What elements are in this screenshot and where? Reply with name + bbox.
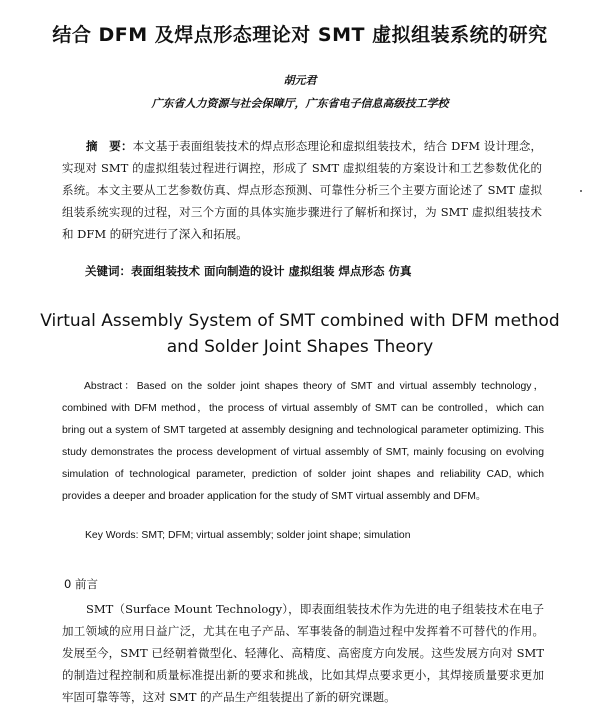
abstract-en: Abstract：Based on the solder joint shapes theory of SMT and virtual assembly technology，combined with DFM method，the process of virtual assembly of SMT can be controlled，which can bring out a system of SMT targeted at assembly designing and technological parameter optimizing. This study demonstrates the process development of virtual assembly of SMT, mainly focusing on evolving simulation of technological parameter, prediction of solder joint shapes and reliability CAD, which provides a deeper and broader application for the study of SMT virtual assembly and DFM。 xyxy=(62,381,544,502)
keywords-en: Key Words: SMT; DFM; virtual assembly; solder joint shape; simulation xyxy=(85,530,411,541)
paper-title-cn: 结合 DFM 及焊点形态理论对 SMT 虚拟组装系统的研究 xyxy=(52,24,548,46)
abstract-cn xyxy=(62,135,542,245)
author-affiliation: 广东省人力资源与社会保障厅，广东省电子信息高级技工学校 xyxy=(151,97,449,110)
paper-title-en xyxy=(0,308,600,360)
scan-speck xyxy=(580,190,582,192)
abstract-cn-label: 摘 要： xyxy=(86,139,133,153)
paper-title-en-line1: Virtual Assembly System of SMT combined with DFM method xyxy=(40,311,560,331)
keywords-cn: 关键词：表面组装技术 面向制造的设计 虚拟组装 焊点形态 仿真 xyxy=(85,264,412,278)
intro-paragraph: SMT（Surface Mount Technology），即表面组装技术作为先进的电子组装技术在电子加工领域的应用日益广泛，尤其在电子产品、军事装备的制造过程中发挥着不可替代的作用。发展至今，SMT 已经朝着微型化、轻薄化、高精度、高密度方向发展。这些发展方向对 SMT 的制造过程控制和质量标准提出新的要求和挑战，比如其焊点要求更小，其焊接质量要求更加牢固可靠等等，这对 SMT 的产品生产组装提出了新的研究课题。 xyxy=(62,602,544,704)
author-name: 胡元君 xyxy=(283,74,317,87)
paper-title-en-line2: and Solder Joint Shapes Theory xyxy=(166,337,434,357)
abstract-cn-text: 本文基于表面组装技术的焊点形态理论和虚拟组装技术，结合 DFM 设计理念，实现对 SMT 的虚拟组装过程进行调控，形成了 SMT 虚拟组装的方案设计和工艺参数优化的系统。本文主要从工艺参数仿真、焊点形态预测、可靠性分析三个主要方面论述了 SMT 虚拟组装系统实现的过程，对三个方面的具体实施步骤进行了解析和探讨，为 SMT 虚拟组装技术和 DFM 的研究进行了深入和拓展。 xyxy=(62,139,542,241)
section-heading-intro: 0 前言 xyxy=(64,577,98,591)
